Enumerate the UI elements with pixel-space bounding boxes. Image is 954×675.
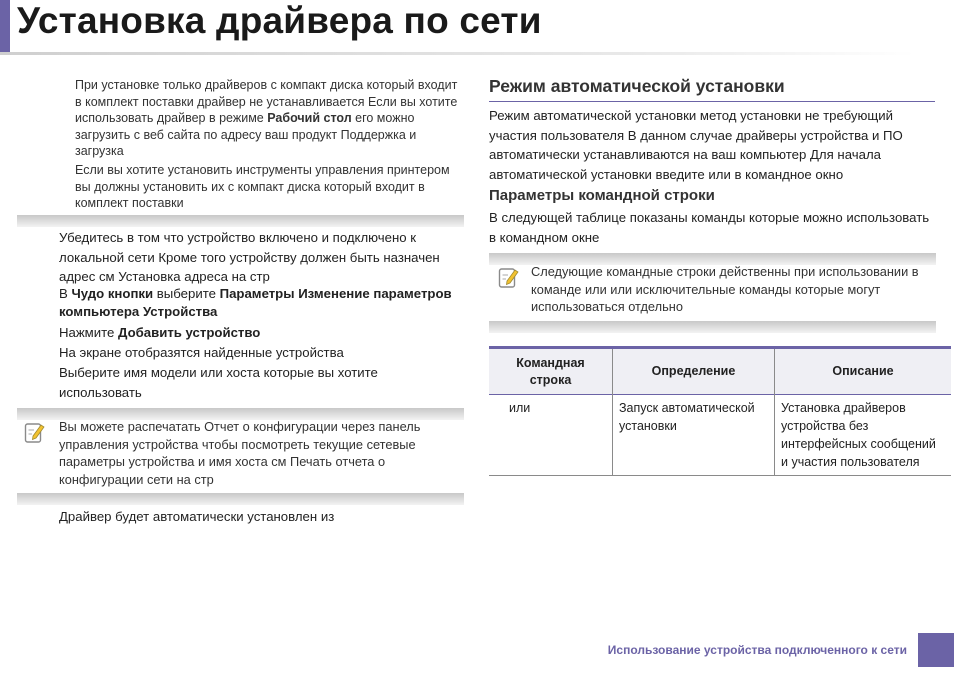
table-row xyxy=(489,395,951,476)
table-header-description: Описание xyxy=(775,348,952,395)
note-icon xyxy=(498,266,520,295)
intro-note-1: При установке только драйверов с компакт диска который входит в комплект поставки драйвер не устанавливается Если вы хотите использовать драйвер в режиме Рабочий стол его можно загрузить с веб сайта по адресу ваш продукт Поддержка и загрузка xyxy=(75,78,458,158)
section-text: Режим автоматической установки метод установки не требующий участия пользователя В данном случае драйверы устройства и ПО автоматически устанавливаются на ваш компьютер Для начала автоматической установки введите или в командное окно xyxy=(489,108,903,182)
title-accent-bar xyxy=(0,0,10,52)
step-4: На экране отобразятся найденные устройства xyxy=(59,345,344,360)
subsection-title: Параметры командной строки xyxy=(489,187,715,204)
note-icon xyxy=(24,421,46,450)
final-step: Драйвер будет автоматически установлен из xyxy=(59,509,335,524)
step-5: Выберите имя модели или хоста которые вы хотите использовать xyxy=(59,365,378,400)
title-divider xyxy=(0,52,915,55)
intro-note-2: Если вы хотите установить инструменты управления принтером вы должны установить их с компакт диска который входит в комплект поставки xyxy=(75,163,450,210)
table-cell-command: или xyxy=(489,395,613,476)
right-note-bottom-divider xyxy=(489,321,936,333)
table-header-definition: Определение xyxy=(613,348,775,395)
page-title: Установка драйвера по сети xyxy=(17,0,542,41)
table-header-row xyxy=(489,348,951,395)
right-note-text: Следующие командные строки действенны при использовании в команде или или исключительные команды которые могут использоваться отдельно xyxy=(531,264,919,314)
shaded-divider xyxy=(17,215,464,227)
table-cell-description: Установка драйверов устройства без интерфейсных сообщений и участия пользователя xyxy=(781,401,936,469)
step-3: Нажмите Добавить устройство xyxy=(59,325,261,340)
table-header-command: Командная строка xyxy=(489,348,613,395)
left-note-text: Вы можете распечатать Отчет о конфигурации через панель управления устройства чтобы посмотреть текущие сетевые параметры устройства и имя хоста см Печать отчета о конфигурации сети на стр xyxy=(59,419,421,487)
step-1: Убедитесь в том что устройство включено и подключено к локальной сети Кроме того устройству должен быть назначен адрес см Установка адреса на стр xyxy=(59,230,440,284)
page-number-box xyxy=(918,633,954,667)
table-cell-definition: Запуск автоматической установки xyxy=(613,395,775,476)
section-divider xyxy=(489,101,935,102)
step-2: В Чудо кнопки выберите Параметры Изменение параметров компьютера Устройства xyxy=(59,286,452,319)
note-bottom-divider xyxy=(17,493,464,505)
subsection-text: В следующей таблице показаны команды которые можно использовать в командном окне xyxy=(489,210,930,245)
command-line-table xyxy=(489,346,951,476)
section-title: Режим автоматической установки xyxy=(489,76,785,96)
footer-section-label: Использование устройства подключенного к сети xyxy=(607,643,907,657)
